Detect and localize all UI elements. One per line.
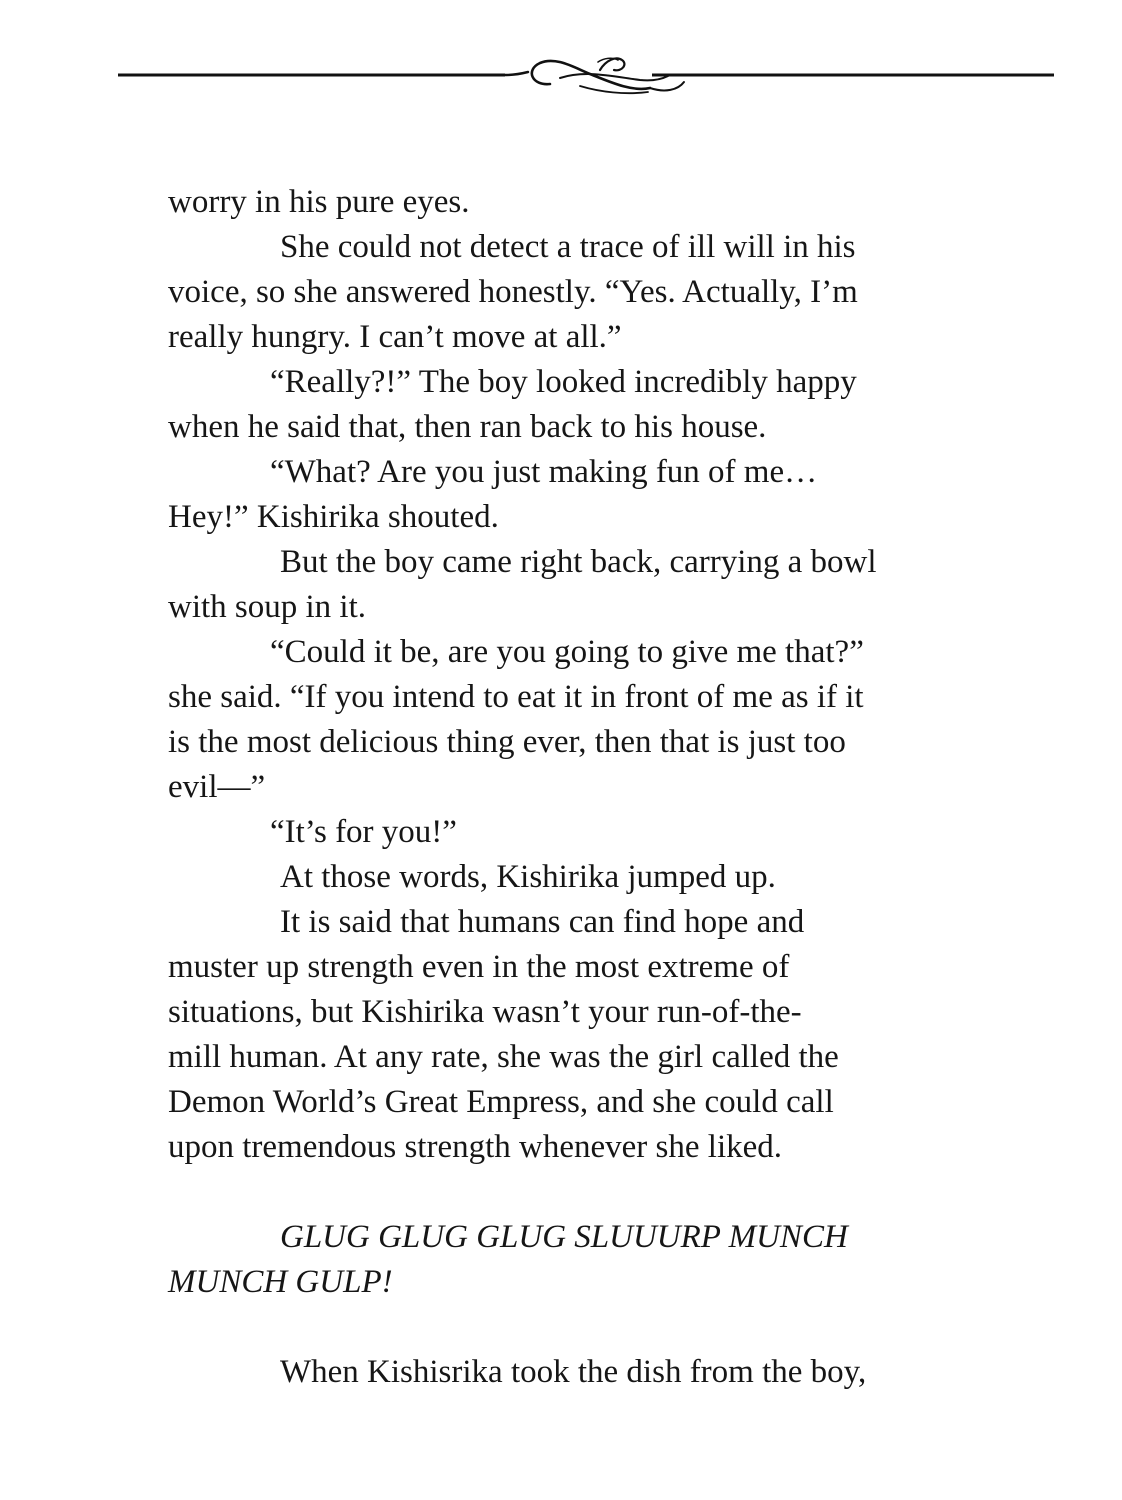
text-line: she said. “If you intend to eat it in front of me as if it [168,679,864,715]
text-line: Demon World’s Great Empress, and she could call [168,1084,834,1120]
text-line: “What? Are you just making fun of me… [270,454,818,490]
text-line: is the most delicious thing ever, then that is just too [168,724,846,760]
text-line: Hey!” Kishirika shouted. [168,499,499,535]
text-line: “It’s for you!” [270,814,457,850]
text-line: evil—” [168,769,266,805]
text-line: voice, so she answered honestly. “Yes. Actually, I’m [168,274,858,310]
text-line: situations, but Kishirika wasn’t your run-of-the- [168,994,802,1030]
text-line: muster up strength even in the most extreme of [168,949,790,985]
text-line: “Really?!” The boy looked incredibly happy [270,364,857,400]
text-line: really hungry. I can’t move at all.” [168,319,622,355]
text-line: When Kishisrika took the dish from the boy, [280,1354,867,1390]
page-body-text [168,180,968,1395]
text-line: mill human. At any rate, she was the girl called the [168,1039,839,1075]
text-line: But the boy came right back, carrying a bowl [280,544,877,580]
text-line: It is said that humans can find hope and [280,904,805,940]
sound-effect-line: GLUG GLUG GLUG SLUUURP MUNCH [280,1219,848,1255]
text-line: worry in his pure eyes. [168,184,470,220]
text-line: “Could it be, are you going to give me that?” [270,634,864,670]
text-line: with soup in it. [168,589,367,625]
ornamental-divider [0,0,1122,130]
text-line: when he said that, then ran back to his house. [168,409,767,445]
paragraph-gap [168,1305,968,1350]
text-line: At those words, Kishirika jumped up. [280,859,776,895]
paragraph-gap [168,1170,968,1215]
text-line: upon tremendous strength whenever she liked. [168,1129,783,1165]
sound-effect-line: MUNCH GULP! [168,1264,393,1300]
text-line: She could not detect a trace of ill will in his [280,229,856,265]
